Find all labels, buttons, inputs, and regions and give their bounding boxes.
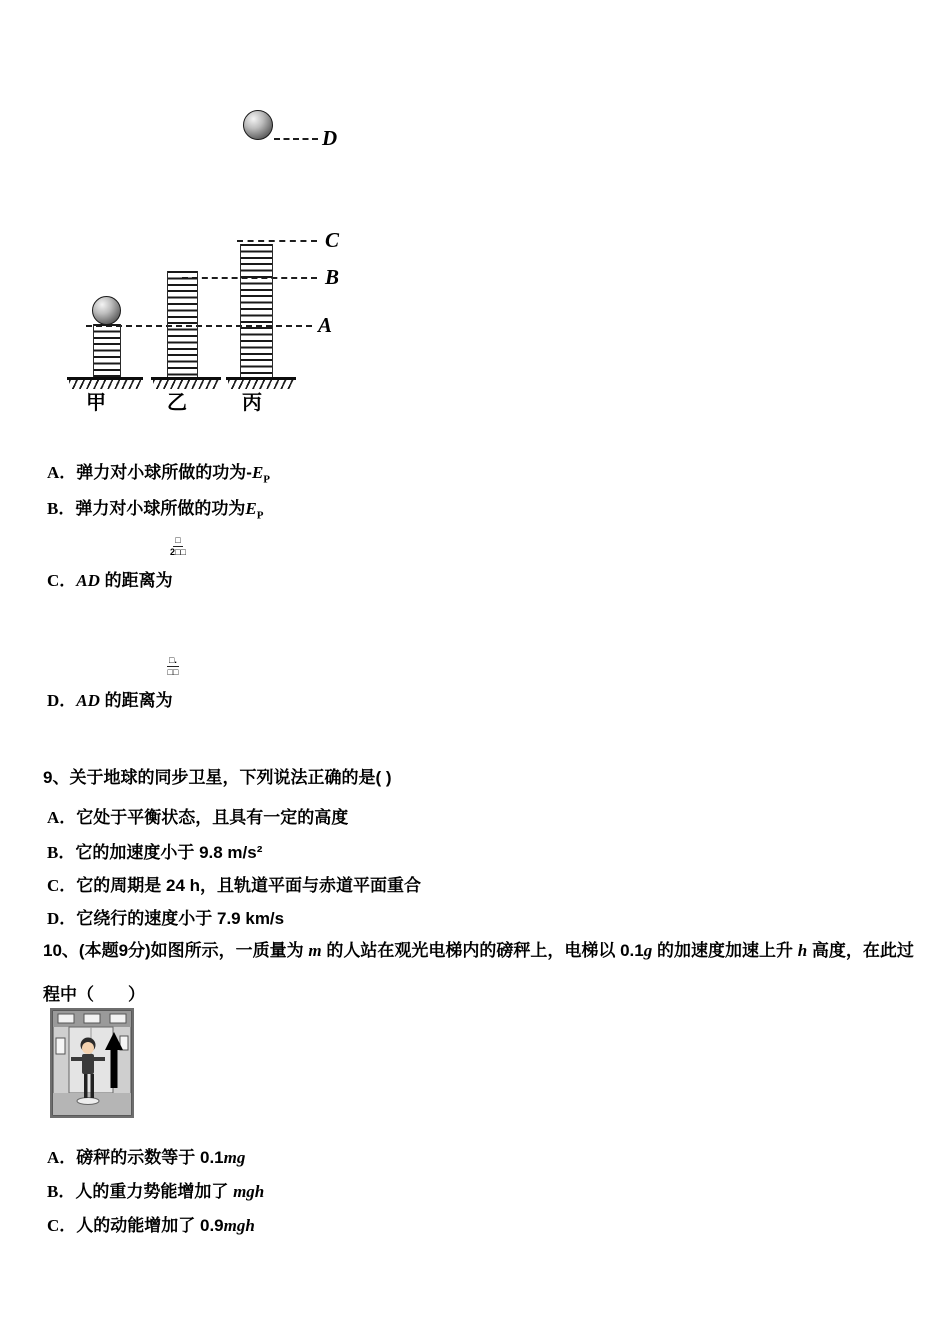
- option-text: 人的重力势能增加了: [75, 1182, 234, 1201]
- q8-option-a: [47, 458, 270, 485]
- q8-option-d: [47, 686, 173, 711]
- option-text: 它的加速度小于 9.8 m/s²: [75, 843, 263, 862]
- math-var: mg: [223, 1148, 246, 1167]
- math-var: mgh: [223, 1216, 255, 1235]
- option-label: A．: [47, 808, 77, 827]
- option-label: C．: [47, 1216, 77, 1235]
- elevator-illustration: [50, 1008, 134, 1118]
- spring-yi: [167, 271, 198, 378]
- ball-on-spring-jia: [92, 296, 121, 325]
- option-label: B．: [47, 843, 76, 862]
- option-label: A．: [47, 1148, 77, 1167]
- ball-at-d: [243, 110, 273, 140]
- math-var: E: [251, 463, 264, 482]
- option-label: D．: [47, 909, 77, 928]
- q8-option-b: [47, 494, 263, 521]
- option-text: 的距离为: [99, 571, 173, 590]
- q9-option-b: [47, 838, 262, 863]
- q10-option-a: [47, 1143, 245, 1168]
- spring-bing: [240, 244, 273, 378]
- option-text: 的距离为: [99, 691, 173, 710]
- spring-jia: [93, 324, 121, 378]
- option-label: A．: [47, 463, 77, 482]
- q9-stem: 9、关于地球的同步卫星，下列说法正确的是( ): [43, 768, 392, 787]
- level-label-c: C: [325, 228, 340, 252]
- caption-bing: 丙: [242, 392, 262, 414]
- option-text: 它绕行的速度小于 7.9 km/s: [76, 909, 285, 928]
- fraction-formula-d: [167, 655, 179, 678]
- elevator-figure: [50, 1008, 134, 1118]
- math-subscript: P: [263, 473, 271, 486]
- q9-option-c: [47, 871, 421, 896]
- caption-yi: 乙: [167, 392, 187, 414]
- option-label: B．: [47, 499, 76, 518]
- stem-text: 高度，在此过程中（ ）: [43, 941, 914, 1004]
- option-text: 它处于平衡状态，且具有一定的高度: [76, 808, 349, 827]
- stem-text: 的人站在观光电梯内的磅秤上，电梯以 0.1: [321, 941, 644, 960]
- option-text: 弹力对小球所做的功为: [75, 499, 246, 518]
- fraction-formula-c: [170, 535, 186, 558]
- level-label-b: B: [325, 265, 340, 289]
- option-text: 弹力对小球所做的功为-: [76, 463, 252, 482]
- math-subscript: P: [256, 509, 264, 522]
- q9-option-a: [47, 803, 348, 828]
- q10-stem: [43, 929, 915, 1017]
- math-var-g: g: [643, 941, 653, 960]
- math-var: E: [245, 499, 257, 518]
- level-label-a: A: [318, 313, 333, 337]
- caption-jia: 甲: [86, 392, 106, 414]
- q9-option-d: [47, 904, 284, 929]
- q10-option-b: [47, 1177, 264, 1202]
- option-label: D．: [47, 691, 77, 710]
- option-label: C．: [47, 571, 77, 590]
- q10-option-c: [47, 1211, 255, 1236]
- fraction-numerator: □: [175, 535, 181, 545]
- dashed-line-d: [274, 138, 318, 140]
- fraction-denominator: 2□□: [170, 547, 186, 557]
- dashed-line-c: [237, 240, 317, 242]
- stem-text: 的加速度加速上升: [652, 941, 798, 960]
- option-label: B．: [47, 1182, 76, 1201]
- math-var-h: h: [797, 941, 808, 960]
- math-var: AD: [76, 691, 100, 710]
- option-text: 它的周期是 24 h，且轨道平面与赤道平面重合: [76, 876, 422, 895]
- option-label: C．: [47, 876, 77, 895]
- fraction-numerator: □.: [169, 655, 177, 665]
- q8-option-c: [47, 566, 173, 591]
- math-var: mgh: [233, 1182, 265, 1201]
- level-label-d: D: [322, 126, 338, 150]
- math-var: AD: [76, 571, 100, 590]
- option-text: 人的动能增加了 0.9: [76, 1216, 224, 1235]
- stem-text: 10、(本题9分)如图所示，一质量为: [43, 941, 309, 960]
- math-var-m: m: [308, 941, 322, 960]
- option-text: 磅秤的示数等于 0.1: [76, 1148, 224, 1167]
- fraction-denominator: □□: [167, 667, 179, 677]
